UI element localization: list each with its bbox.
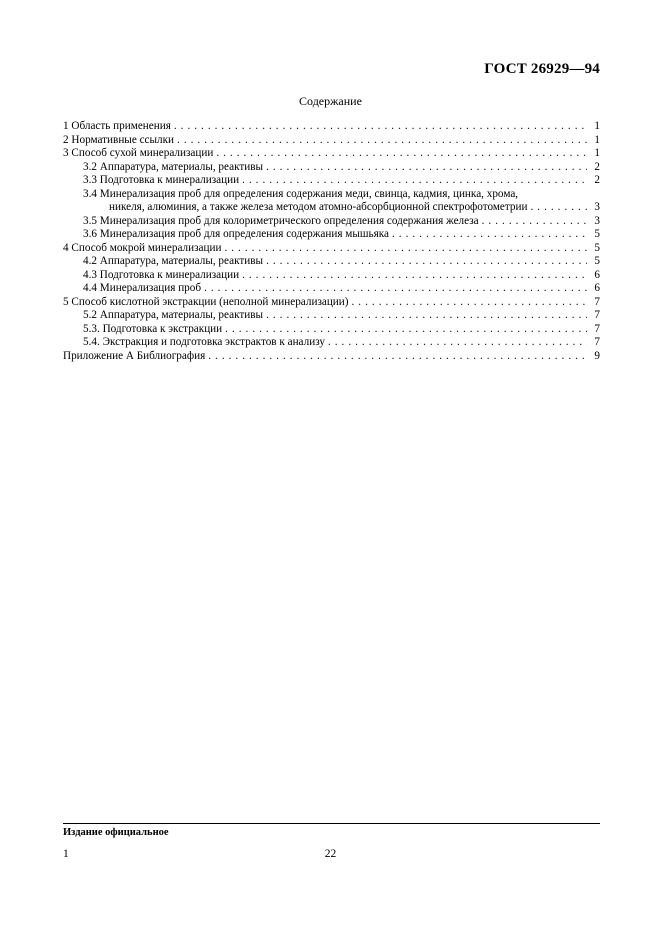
toc-entry-page: 7 bbox=[594, 295, 600, 308]
toc-entry-page: 6 bbox=[594, 282, 600, 294]
leader-dots bbox=[266, 309, 587, 323]
toc-entry-page: 1 bbox=[594, 147, 600, 159]
toc-entry[interactable] bbox=[63, 255, 600, 269]
toc-entry-text: 4 Способ мокрой минерализации bbox=[63, 241, 222, 254]
toc-entry-page: 2 bbox=[594, 160, 600, 173]
leader-dots bbox=[266, 255, 587, 269]
footer-left-number: 1 bbox=[63, 848, 69, 860]
toc-entry-text: Приложение А Библиография bbox=[63, 349, 206, 362]
toc-entry[interactable] bbox=[63, 269, 600, 283]
toc-entry-text: 3.4 Минерализация проб для определения содержания меди, свинца, кадмия, цинка, хрома, bbox=[83, 187, 519, 200]
toc-entry[interactable] bbox=[63, 174, 600, 188]
toc-entry-page: 7 bbox=[594, 336, 600, 348]
toc-entry-text: 5.2 Аппаратура, материалы, реактивы bbox=[83, 309, 264, 321]
leader-dots bbox=[531, 201, 588, 215]
toc-entry-text: 3.3 Подготовка к минерализации bbox=[83, 174, 240, 186]
toc-entry-page: 1 bbox=[594, 133, 600, 146]
toc-entry-text: 1 Область применения bbox=[63, 120, 171, 132]
leader-dots bbox=[208, 350, 587, 364]
toc-entry-text: 4.4 Минерализация проб bbox=[83, 282, 202, 294]
edition-label: Издание официальное bbox=[63, 827, 169, 838]
toc-entry[interactable] bbox=[63, 296, 600, 310]
standard-id: ГОСТ 26929—94 bbox=[484, 61, 600, 77]
toc-entry-text: 4.3 Подготовка к минерализации bbox=[83, 268, 240, 281]
toc-entry[interactable] bbox=[63, 323, 600, 337]
toc-entry-text-continued: никеля, алюминия, а также железа методом атомно-абсорбционной спектрофотометрии bbox=[109, 201, 528, 213]
toc-entry-text: 3.2 Аппаратура, материалы, реактивы bbox=[83, 160, 264, 173]
toc-entry-page: 5 bbox=[594, 241, 600, 254]
toc-entry[interactable] bbox=[63, 120, 600, 134]
leader-dots bbox=[177, 134, 587, 148]
toc-entry-page: 5 bbox=[594, 255, 600, 267]
toc-entry-text: 3 Способ сухой минерализации bbox=[63, 147, 214, 159]
toc-title: Содержание bbox=[299, 94, 362, 108]
toc-entry[interactable] bbox=[63, 350, 600, 364]
leader-dots bbox=[242, 174, 587, 188]
leader-dots bbox=[204, 282, 587, 296]
toc-entry-text: 5 Способ кислотной экстракции (неполной минерализации) bbox=[63, 295, 349, 308]
toc-entry[interactable] bbox=[63, 282, 600, 296]
leader-dots bbox=[224, 242, 587, 256]
toc-entry[interactable] bbox=[63, 215, 600, 229]
toc-entry-page: 6 bbox=[594, 268, 600, 281]
leader-dots bbox=[392, 228, 587, 242]
toc-entry-page: 5 bbox=[594, 228, 600, 240]
table-of-contents bbox=[63, 120, 600, 363]
toc-entry-page: 7 bbox=[594, 322, 600, 335]
leader-dots bbox=[328, 336, 587, 350]
toc-entry-text: 3.5 Минерализация проб для колориметрического определения содержания железа bbox=[83, 214, 479, 227]
toc-entry[interactable] bbox=[63, 242, 600, 256]
toc-entry-page: 3 bbox=[594, 214, 600, 227]
toc-entry[interactable] bbox=[63, 188, 600, 215]
toc-entry[interactable] bbox=[63, 309, 600, 323]
toc-entry[interactable] bbox=[63, 161, 600, 175]
leader-dots bbox=[174, 120, 587, 134]
toc-entry[interactable] bbox=[63, 134, 600, 148]
toc-entry-text: 5.4. Экстракция и подготовка экстрактов к анализу bbox=[83, 336, 325, 348]
leader-dots bbox=[482, 215, 587, 229]
toc-entry[interactable] bbox=[63, 147, 600, 161]
page-number: 22 bbox=[324, 848, 337, 860]
leader-dots bbox=[242, 269, 587, 283]
leader-dots bbox=[352, 296, 587, 310]
leader-dots bbox=[225, 323, 587, 337]
footer-divider bbox=[63, 823, 600, 824]
toc-entry-page: 3 bbox=[594, 201, 600, 213]
leader-dots bbox=[266, 161, 587, 175]
leader-dots bbox=[216, 147, 587, 161]
toc-entry-text: 2 Нормативные ссылки bbox=[63, 133, 175, 146]
toc-entry-text: 3.6 Минерализация проб для определения содержания мышьяка bbox=[83, 228, 389, 240]
toc-entry-text: 4.2 Аппаратура, материалы, реактивы bbox=[83, 255, 264, 267]
toc-entry[interactable] bbox=[63, 228, 600, 242]
toc-entry-page: 2 bbox=[594, 174, 600, 186]
toc-entry[interactable] bbox=[63, 336, 600, 350]
toc-entry-text: 5.3. Подготовка к экстракции bbox=[83, 322, 223, 335]
toc-entry-page: 1 bbox=[594, 120, 600, 132]
toc-entry-page: 9 bbox=[594, 349, 600, 362]
toc-entry-page: 7 bbox=[594, 309, 600, 321]
toc-entry-continuation bbox=[83, 201, 600, 215]
